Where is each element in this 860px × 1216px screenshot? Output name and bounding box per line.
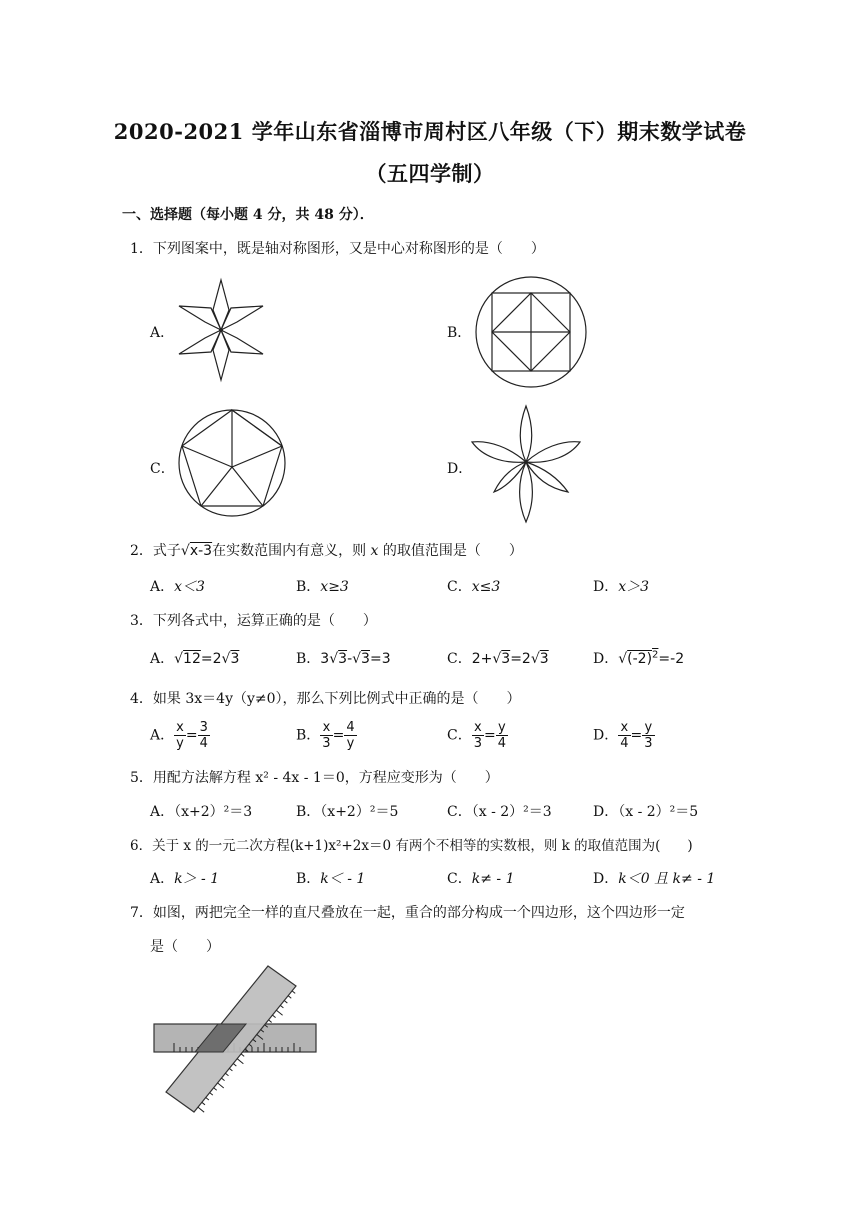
q4-d-den-1: 4 <box>620 736 629 751</box>
q4-c-num-2: y <box>496 720 508 736</box>
q4-d-num-2: y <box>642 720 654 736</box>
q4-a-frac-right <box>198 720 210 751</box>
q3-option-a-expr: √12=2√3 <box>174 651 240 667</box>
q4-a-den-2: 4 <box>199 736 208 751</box>
ruler-tick <box>206 1097 209 1100</box>
q2-option-c <box>447 576 500 596</box>
q5-option-d-label: D． <box>593 804 619 820</box>
q5-option-a-text: （x+2）²＝3 <box>174 804 253 820</box>
question-7-stem-line-2: 是（ ） <box>150 939 220 955</box>
question-6-stem: 6．关于 x 的一元二次方程(k+1)x²+2x＝0 有两个不相等的实数根，则 k 的取值范围为( ) <box>130 838 693 854</box>
ruler-tick <box>272 1015 275 1018</box>
exam-title: 2020-2021 学年山东省淄博市周村区八年级（下）期末数学试卷 <box>113 119 747 144</box>
q4-b-num-2: 4 <box>346 720 355 735</box>
q3-option-d <box>593 648 684 668</box>
q1-option-d-leaf-figure <box>472 406 580 522</box>
q2-option-b-text: x≥3 <box>320 579 349 595</box>
q2-stem-suffix: 的取值范围是（ ） <box>378 543 523 559</box>
q4-option-a-label: A． <box>150 727 175 744</box>
q1-option-a-star-figure <box>175 280 267 380</box>
q4-a-frac-left <box>174 720 186 751</box>
q2-option-a-label: A． <box>150 579 175 595</box>
q4-option-c-label: C． <box>447 727 472 744</box>
ruler-tick <box>233 1064 236 1067</box>
q3-d-eq: =-2 <box>658 651 685 667</box>
q3-option-c-label: C． <box>447 651 472 667</box>
q5-option-c-label: C． <box>447 804 472 820</box>
q2-radical: √x-3 <box>180 543 213 559</box>
q4-a-num-2: 3 <box>199 720 208 735</box>
q4-option-d-label: D． <box>593 727 619 744</box>
q1-option-b-label: B． <box>447 325 472 341</box>
q6-option-a <box>150 868 219 888</box>
ruler-tick <box>269 1020 272 1023</box>
q1-option-a-label: A． <box>150 325 175 341</box>
q2-option-d-text: x＞3 <box>618 579 650 595</box>
q4-b-num-1: x <box>320 720 332 736</box>
q5-option-b-label: B． <box>296 804 321 820</box>
q2-option-d-label: D． <box>593 579 619 595</box>
q4-c-frac-left <box>472 720 484 751</box>
q3-option-c-expr: 2+√3=2√3 <box>471 651 549 667</box>
q4-a-den-1: y <box>176 736 184 751</box>
q5-option-c-text: （x - 2）²＝3 <box>471 804 552 820</box>
q3-c-pre: 2+ <box>471 651 493 667</box>
q4-a-num-1: x <box>176 720 184 735</box>
q1-option-c-pentagon-figure <box>178 409 286 517</box>
q4-b-eq: = <box>332 727 345 744</box>
ruler-tick <box>276 1010 282 1015</box>
q6-option-b <box>296 868 365 888</box>
q4-option-d <box>593 720 655 751</box>
q6-option-d <box>593 868 715 888</box>
q6-option-d-text: k＜0 且 k≠ - 1 <box>618 871 716 887</box>
q4-b-den-2: y <box>346 736 355 751</box>
q2-stem-mid: 在实数范围内有意义，则 <box>212 543 371 559</box>
ruler-tick <box>237 1059 243 1064</box>
q4-d-frac-left <box>618 720 630 751</box>
q4-c-eq: = <box>484 727 496 744</box>
q2-option-a-text: x＜3 <box>174 579 205 595</box>
question-2-stem <box>130 540 523 560</box>
q6-option-c <box>447 868 514 888</box>
q6-option-b-label: B． <box>296 871 321 887</box>
q3-b-radicand-2: 3 <box>361 651 370 667</box>
q2-option-b <box>296 576 349 596</box>
q2-stem-prefix: 2．式子 <box>130 543 181 559</box>
q3-c-radicand: 3 <box>501 651 511 667</box>
q4-c-den-1: 3 <box>473 736 482 751</box>
q5-option-a-label: A． <box>150 804 175 820</box>
q3-b-eq: =3 <box>369 651 391 667</box>
ruler-tick <box>280 1005 283 1008</box>
exam-subtitle: （五四学制） <box>365 161 495 186</box>
ruler-tick <box>241 1054 244 1057</box>
ruler-tick <box>229 1068 232 1071</box>
ruler-tick <box>202 1102 205 1105</box>
q2-option-a <box>150 576 205 596</box>
q3-option-d-expr: $√(-2)^2=-2$ <box>618 649 685 667</box>
ruler-tick <box>284 1001 287 1004</box>
q3-option-a <box>150 648 239 668</box>
q4-option-c <box>447 720 508 751</box>
section-heading: 一、选择题（每小题 4 分，共 48 分）． <box>122 207 374 223</box>
q4-b-frac-left <box>320 720 332 751</box>
q2-radicand: x-3 <box>189 543 213 559</box>
q5-option-d <box>593 801 698 821</box>
q6-option-c-text: k≠ - 1 <box>471 871 515 887</box>
q3-b-coef: 3 <box>320 651 330 667</box>
q1-option-c-label: C． <box>150 461 175 477</box>
q3-option-c <box>447 648 549 668</box>
q4-b-frac-right <box>344 720 356 751</box>
q5-option-b <box>296 801 398 821</box>
q3-d-radicand: (-2) <box>627 651 653 667</box>
q5-option-b-text: （x+2）²＝5 <box>320 804 399 820</box>
q3-b-minus: - <box>347 651 353 667</box>
q4-d-den-2: 3 <box>644 736 653 751</box>
ruler-tick <box>288 996 291 999</box>
q4-c-num-1: x <box>472 720 484 736</box>
q6-option-a-text: k＞ - 1 <box>174 871 220 887</box>
q3-d-exponent: 2 <box>652 649 659 661</box>
q4-d-eq: = <box>630 727 643 744</box>
question-1-stem: 1．下列图案中，既是轴对称图形，又是中心对称图形的是（ ） <box>130 241 545 257</box>
q4-option-b-label: B． <box>296 727 321 744</box>
q2-option-b-label: B． <box>296 579 321 595</box>
question-7-stem-line-1: 7．如图，两把完全一样的直尺叠放在一起，重合的部分构成一个四边形，这个四边形一定 <box>130 905 685 921</box>
ruler-tick <box>218 1083 224 1088</box>
q1-option-d-label: D． <box>447 461 473 477</box>
q2-option-c-text: x≤3 <box>471 579 501 595</box>
q4-d-frac-right <box>642 720 654 751</box>
q3-a-radicand: 12 <box>183 651 201 667</box>
q3-b-radicand: 3 <box>338 651 348 667</box>
q6-option-c-label: C． <box>447 871 472 887</box>
q3-option-b <box>296 648 391 668</box>
q4-option-a <box>150 720 210 751</box>
q4-b-den-1: 3 <box>322 736 331 751</box>
q2-option-c-label: C． <box>447 579 472 595</box>
q3-a-radicand-2: 3 <box>230 651 240 667</box>
q3-option-b-expr: 3√3-√3=3 <box>320 651 391 667</box>
q3-a-eq: =2 <box>200 651 222 667</box>
q3-c-eq: =2 <box>510 651 531 667</box>
ruler-tick <box>210 1093 213 1096</box>
q1-option-b-circle-square-figure <box>474 275 588 389</box>
q4-c-den-2: 4 <box>497 736 507 751</box>
q4-d-num-1: x <box>618 720 630 736</box>
q3-option-d-label: D． <box>593 651 619 667</box>
q4-a-eq: = <box>185 727 198 744</box>
q4-c-frac-right <box>496 720 508 751</box>
ruler-tick <box>225 1073 228 1076</box>
ruler-tick <box>292 991 295 994</box>
ruler-tick <box>221 1078 224 1081</box>
ruler-tick <box>198 1107 204 1112</box>
q2-variable: x <box>370 543 379 559</box>
question-3-stem: 3．下列各式中，运算正确的是（ ） <box>130 613 377 629</box>
q5-option-d-text: （x - 2）²＝5 <box>618 804 699 820</box>
q6-option-b-text: k＜ - 1 <box>320 871 366 887</box>
q4-option-b <box>296 720 357 751</box>
question-5-stem: 5．用配方法解方程 x² - 4x - 1＝0，方程应变形为（ ） <box>130 770 499 786</box>
q3-option-a-label: A． <box>150 651 175 667</box>
ruler-tick <box>214 1088 217 1091</box>
q6-option-a-label: A． <box>150 871 175 887</box>
q7-overlapping-rulers-figure <box>150 962 320 1116</box>
q3-option-b-label: B． <box>296 651 321 667</box>
q5-option-a <box>150 801 252 821</box>
q2-option-d <box>593 576 649 596</box>
q3-c-radicand-2: 3 <box>539 651 549 667</box>
q5-option-c <box>447 801 552 821</box>
question-4-stem: 4．如果 3x＝4y（y≠0），那么下列比例式中正确的是（ ） <box>130 691 521 707</box>
q6-option-d-label: D． <box>593 871 619 887</box>
